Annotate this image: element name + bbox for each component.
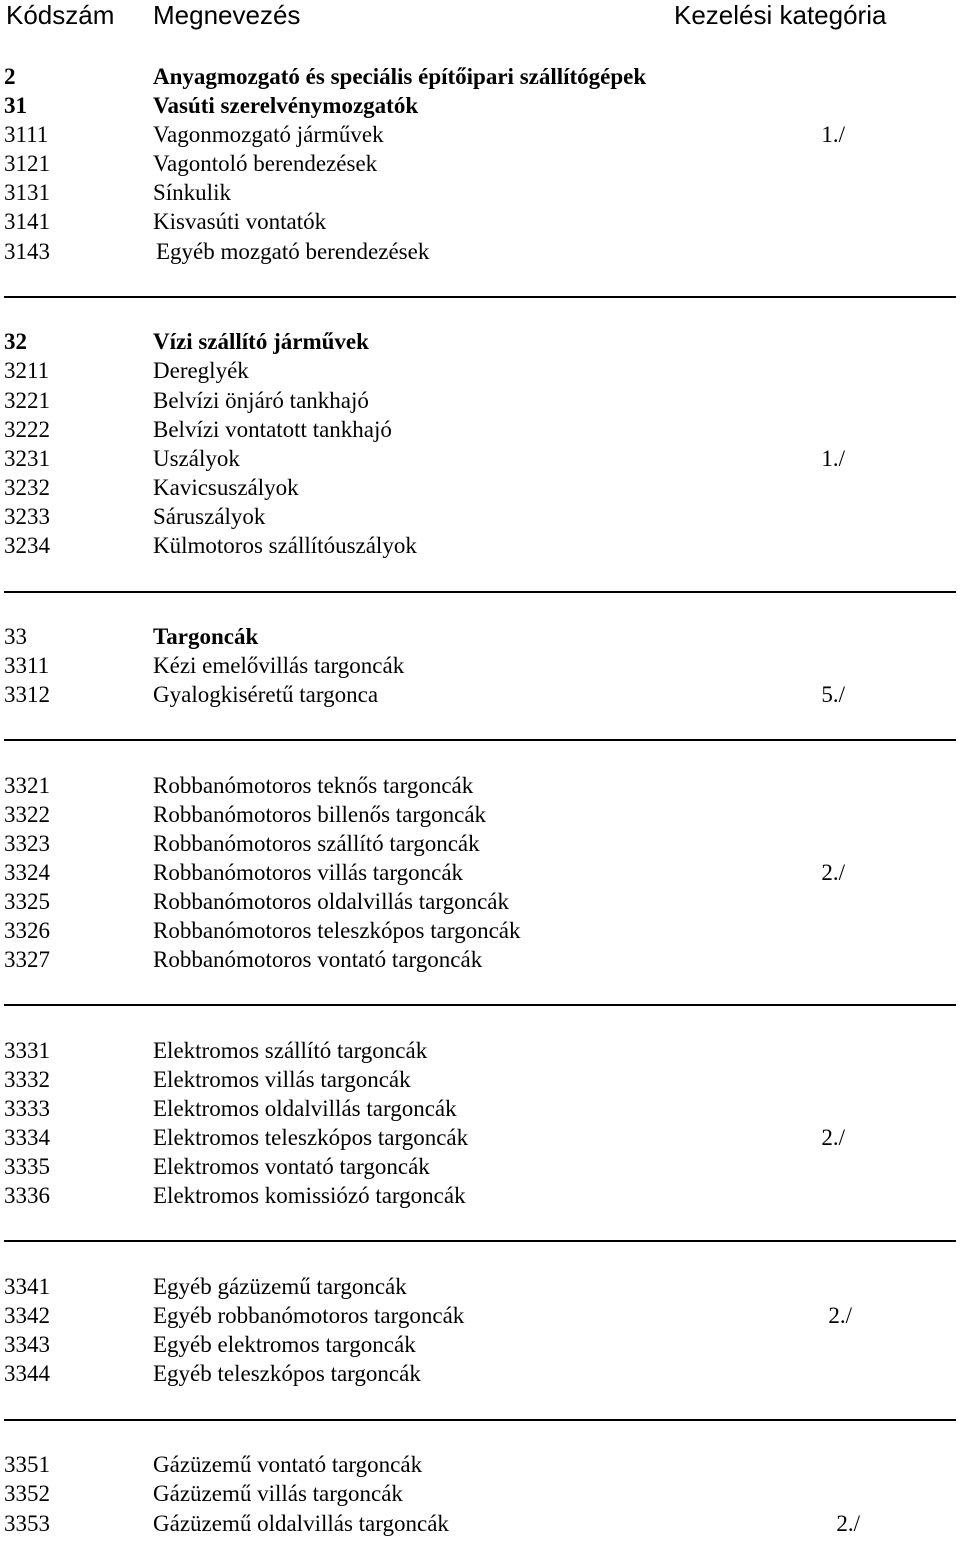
row-name: Gázüzemű villás targoncák (153, 1481, 403, 1506)
row-category: 2./ (836, 1511, 860, 1536)
row-category: 2./ (821, 1125, 845, 1150)
table-row (0, 800, 960, 829)
table-row (0, 622, 960, 651)
column-header-category: Kezelési kategória (674, 0, 887, 30)
section-divider (4, 1419, 956, 1421)
row-code: 2 (4, 64, 16, 89)
row-code: 3221 (4, 388, 50, 413)
table-row (0, 945, 960, 974)
table-row (0, 1479, 960, 1508)
row-name: Elektromos teleszkópos targoncák (153, 1125, 469, 1150)
table-row (0, 91, 960, 120)
row-name: Elektromos szállító targoncák (153, 1038, 428, 1063)
row-name: Egyéb mozgató berendezések (156, 239, 430, 264)
row-name: Robbanómotoros teknős targoncák (153, 773, 474, 798)
table-row (0, 858, 960, 887)
row-code: 3131 (4, 180, 50, 205)
row-category: 5./ (821, 682, 845, 707)
table-row (0, 916, 960, 945)
row-name: Vagonmozgató járművek (153, 122, 384, 147)
table-row (0, 1509, 960, 1538)
row-code: 3232 (4, 475, 50, 500)
row-code: 3311 (4, 653, 50, 678)
section-divider (4, 1004, 956, 1006)
table-row (0, 1330, 960, 1359)
row-name: Dereglyék (153, 358, 249, 383)
table-row (0, 62, 960, 91)
row-code: 3324 (4, 860, 50, 885)
table-row (0, 651, 960, 680)
row-name: Belvízi vontatott tankhajó (153, 417, 392, 442)
row-name: Kisvasúti vontatók (153, 209, 327, 234)
row-name: Egyéb gázüzemű targoncák (153, 1274, 407, 1299)
table-row (0, 120, 960, 149)
row-name: Külmotoros szállítóuszályok (153, 533, 417, 558)
row-code: 3335 (4, 1154, 50, 1179)
column-header-code: Kódszám (6, 0, 115, 30)
table-row (0, 178, 960, 207)
table-row (0, 1181, 960, 1210)
row-code: 3336 (4, 1183, 50, 1208)
table-row (0, 415, 960, 444)
row-code: 3331 (4, 1038, 50, 1063)
row-code: 32 (4, 329, 27, 354)
row-code: 31 (4, 93, 27, 118)
table-row (0, 829, 960, 858)
row-code: 3333 (4, 1096, 50, 1121)
row-name: Robbanómotoros teleszkópos targoncák (153, 918, 521, 943)
row-code: 3141 (4, 209, 50, 234)
row-code: 3342 (4, 1303, 50, 1328)
row-name: Gázüzemű vontató targoncák (153, 1452, 423, 1477)
row-name: Elektromos komissiózó targoncák (153, 1183, 466, 1208)
row-category: 1./ (821, 446, 845, 471)
row-name: Kézi emelővillás targoncák (153, 653, 405, 678)
row-name: Robbanómotoros billenős targoncák (153, 802, 487, 827)
table-row (0, 1359, 960, 1388)
row-name: Gázüzemű oldalvillás targoncák (153, 1511, 449, 1536)
row-name: Belvízi önjáró tankhajó (153, 388, 369, 413)
row-code: 3341 (4, 1274, 50, 1299)
section-divider (4, 296, 956, 298)
row-name: Vízi szállító járművek (153, 329, 369, 354)
table-row (0, 771, 960, 800)
row-name: Elektromos villás targoncák (153, 1067, 411, 1092)
column-header-name: Megnevezés (153, 0, 301, 30)
row-name: Kavicsuszályok (153, 475, 299, 500)
table-row (0, 1301, 960, 1330)
table-row (0, 887, 960, 916)
table-row (0, 473, 960, 502)
row-code: 3111 (4, 122, 49, 147)
row-code: 3343 (4, 1332, 50, 1357)
row-code: 3233 (4, 504, 50, 529)
row-code: 3327 (4, 947, 50, 972)
row-name: Elektromos oldalvillás targoncák (153, 1096, 457, 1121)
row-code: 3326 (4, 918, 50, 943)
table-row (0, 356, 960, 385)
row-name: Robbanómotoros villás targoncák (153, 860, 464, 885)
row-name: Robbanómotoros oldalvillás targoncák (153, 889, 510, 914)
row-code: 3231 (4, 446, 50, 471)
row-code: 3344 (4, 1361, 50, 1386)
table-row (0, 1272, 960, 1301)
table-row (0, 1152, 960, 1181)
table-row (0, 1094, 960, 1123)
row-code: 3351 (4, 1452, 50, 1477)
table-row (0, 502, 960, 531)
row-code: 3332 (4, 1067, 50, 1092)
section-divider (4, 591, 956, 593)
row-code: 3312 (4, 682, 50, 707)
table-row (0, 386, 960, 415)
row-name: Sínkulik (153, 180, 231, 205)
table-row (0, 1450, 960, 1479)
row-code: 3334 (4, 1125, 50, 1150)
row-code: 3222 (4, 417, 50, 442)
table-row (0, 327, 960, 356)
row-name: Sáruszályok (153, 504, 266, 529)
row-code: 3234 (4, 533, 50, 558)
row-name: Egyéb robbanómotoros targoncák (153, 1303, 465, 1328)
table-row (0, 444, 960, 473)
row-code: 3353 (4, 1511, 50, 1536)
row-code: 3322 (4, 802, 50, 827)
table-row (0, 149, 960, 178)
row-name: Egyéb teleszkópos targoncák (153, 1361, 421, 1386)
table-row (0, 1065, 960, 1094)
table-row (0, 531, 960, 560)
row-category: 2./ (828, 1303, 852, 1328)
row-code: 3121 (4, 151, 50, 176)
row-code: 3323 (4, 831, 50, 856)
row-name: Vagontoló berendezések (153, 151, 378, 176)
row-code: 3143 (4, 239, 50, 264)
row-name: Vasúti szerelvénymozgatók (153, 93, 419, 118)
row-name: Uszályok (153, 446, 240, 471)
row-name: Anyagmozgató és speciális építőipari szállítógépek (153, 64, 647, 89)
table-row (0, 237, 960, 266)
section-divider (4, 1240, 956, 1242)
row-category: 2./ (821, 860, 845, 885)
row-name: Egyéb elektromos targoncák (153, 1332, 416, 1357)
row-name: Gyalogkiséretű targonca (153, 682, 379, 707)
row-code: 3211 (4, 358, 50, 383)
row-name: Targoncák (153, 624, 259, 649)
row-code: 3325 (4, 889, 50, 914)
row-code: 33 (4, 624, 27, 649)
row-code: 3321 (4, 773, 50, 798)
row-code: 3352 (4, 1481, 50, 1506)
row-name: Elektromos vontató targoncák (153, 1154, 430, 1179)
row-name: Robbanómotoros szállító targoncák (153, 831, 480, 856)
table-row (0, 680, 960, 709)
table-row (0, 1036, 960, 1065)
section-divider (4, 739, 956, 741)
row-category: 1./ (821, 122, 845, 147)
table-row (0, 1123, 960, 1152)
row-name: Robbanómotoros vontató targoncák (153, 947, 483, 972)
table-row (0, 207, 960, 236)
